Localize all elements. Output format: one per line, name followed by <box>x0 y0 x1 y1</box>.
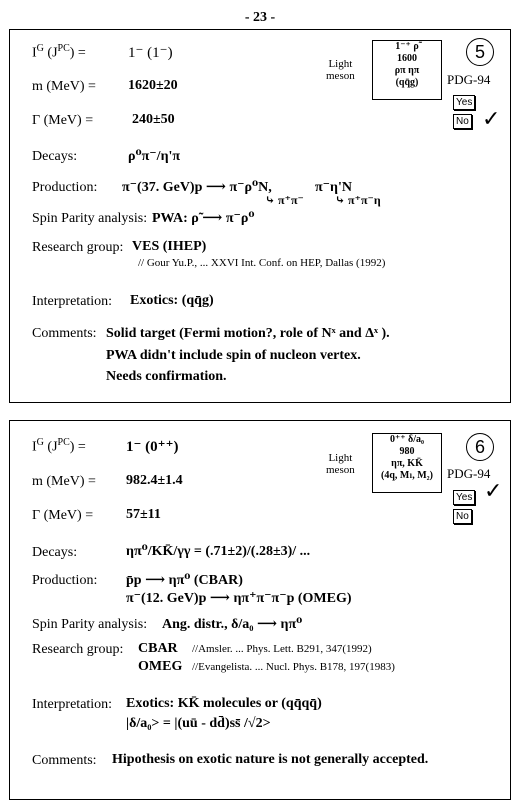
check-icon: ✓ <box>482 107 501 132</box>
yes-button[interactable]: Yes <box>453 490 475 505</box>
meson-decays: ηπ, KK̄ <box>391 458 423 469</box>
production-line-1: p̄p ⟶ ηπ⁰ (CBAR) <box>126 573 243 588</box>
width-label: Γ (MeV) = <box>32 113 94 128</box>
comments-value: Hipothesis on exotic nature is not generally accepted. <box>112 752 429 767</box>
ig-jpc-label: $I^G$ $(J^{PC})$ = <box>32 43 86 61</box>
production-line-2: π⁻(12. GeV)p ⟶ ηπ⁺π⁻π⁻p (OMEG) <box>126 591 352 606</box>
ig-jpc-label: $I^G$ $(J^{PC})$ = <box>32 437 86 455</box>
spin-parity-label: Spin Parity analysis: <box>32 211 148 226</box>
spin-parity-label: Spin Parity analysis: <box>32 617 148 632</box>
yes-button[interactable]: Yes <box>453 95 475 110</box>
particle-card-5 <box>9 29 511 403</box>
mass-label: m (MeV) = <box>32 474 96 489</box>
mass-value: 982.4±1.4 <box>126 473 183 488</box>
decays-label: Decays: <box>32 149 78 164</box>
meson-summary-box <box>372 40 442 100</box>
interpretation-value: Exotics: (qq̄g) <box>130 293 214 308</box>
production-label: Production: <box>32 180 98 195</box>
meson-quantum-numbers: 1⁻⁺ ρ̃ <box>395 41 419 52</box>
mass-value: 1620±20 <box>128 78 178 93</box>
pdg-label: PDG-94 <box>447 466 491 481</box>
research-group-cbar: CBAR <box>138 641 178 656</box>
research-reference: // Gour Yu.P., ... XXVI Int. Conf. on HEP, Dallas (1992) <box>138 257 386 269</box>
light-meson-label: Light meson <box>326 452 355 476</box>
entry-number-badge: 5 <box>466 38 494 66</box>
comments-label: Comments: <box>32 326 97 341</box>
decays-value: ρ⁰π⁻/η'π <box>128 149 181 164</box>
meson-content: (qq̄g) <box>395 77 419 88</box>
research-ref-omeg: //Evangelista. ... Nucl. Phys. B178, 197(1983) <box>192 661 395 673</box>
ig-jpc-value: 1⁻ (1⁻) <box>128 45 173 61</box>
light-meson-label: Light meson <box>326 58 355 82</box>
meson-quantum-numbers: 0⁺⁺ δ/a₀ <box>389 434 425 445</box>
interpretation-label: Interpretation: <box>32 697 113 712</box>
meson-decays: ρπ ηπ <box>394 65 420 76</box>
research-group-value: VES (IHEP) <box>132 239 207 254</box>
decays-label: Decays: <box>32 545 78 560</box>
research-group-label: Research group: <box>32 240 124 255</box>
comments-label: Comments: <box>32 753 97 768</box>
comments-line-1: Solid target (Fermi motion?, role of Nˣ and Δˣ ). <box>106 326 390 341</box>
meson-mass: 1600 <box>397 53 417 64</box>
decays-value: ηπ⁰/KK̄/γγ = (.71±2)/(.28±3)/ ... <box>126 544 311 559</box>
production-subdecay: ⤷ π⁺π⁻ <box>265 193 304 207</box>
meson-content: (4q, Mₗ, M₂) <box>380 470 434 481</box>
width-value: 240±50 <box>132 112 175 127</box>
research-ref-cbar: //Amsler. ... Phys. Lett. B291, 347(1992) <box>192 643 372 655</box>
page-number: - 23 - <box>244 10 276 25</box>
mass-label: m (MeV) = <box>32 79 96 94</box>
research-group-label: Research group: <box>32 642 124 657</box>
ig-jpc-value: 1⁻ (0⁺⁺) <box>126 439 179 455</box>
interpretation-value: Exotics: KK̄ molecules or (qq̄qq̄) <box>126 696 322 711</box>
particle-card-6 <box>9 420 511 800</box>
no-button[interactable]: No <box>453 509 472 524</box>
spin-parity-value: Ang. distr., δ/a₀ ⟶ ηπ⁰ <box>162 617 303 632</box>
research-group-omeg: OMEG <box>138 659 183 674</box>
production-label: Production: <box>32 573 98 588</box>
check-icon: ✓ <box>484 479 503 504</box>
production-value-2: π⁻η'N <box>315 180 353 195</box>
meson-summary-box <box>372 433 442 493</box>
spin-parity-value: PWA: ρ̃ ⟶ π⁻ρ⁰ <box>152 211 255 226</box>
production-value: π⁻(37. GeV)p ⟶ π⁻ρ⁰N, <box>122 180 272 195</box>
no-button[interactable]: No <box>453 114 472 129</box>
meson-mass: 980 <box>399 446 415 457</box>
comments-line-2: PWA didn't include spin of nucleon vertex. <box>106 348 361 363</box>
comments-line-3: Needs confirmation. <box>106 369 227 384</box>
interpretation-line-2: |δ/a₀> = |(uū - dd̄)ss̄ /√2> <box>126 716 271 731</box>
width-value: 57±11 <box>126 507 161 522</box>
entry-number-badge: 6 <box>466 433 494 461</box>
pdg-label: PDG-94 <box>447 72 491 87</box>
interpretation-label: Interpretation: <box>32 294 113 309</box>
width-label: Γ (MeV) = <box>32 508 94 523</box>
production-subdecay-2: ⤷ π⁺π⁻η <box>335 193 381 207</box>
